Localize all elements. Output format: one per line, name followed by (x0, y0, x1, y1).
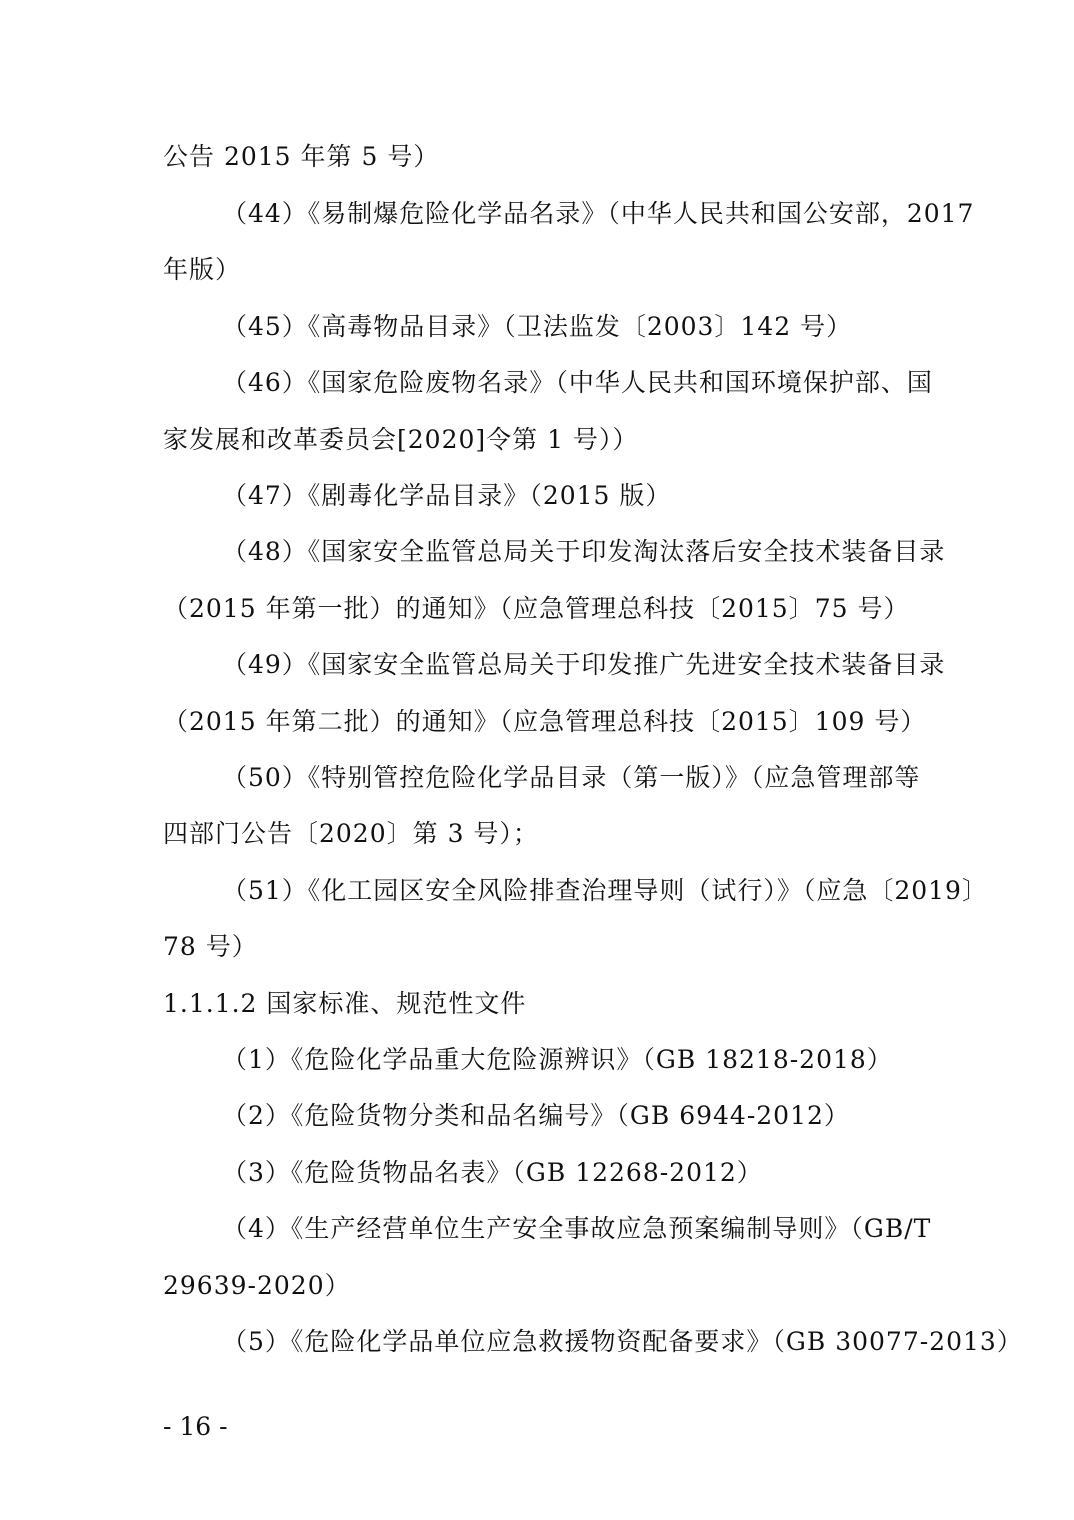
text-line: （2015 年第一批）的通知》（应急管理总科技〔2015〕75 号） (163, 594, 910, 623)
page-number: - 16 - (163, 1412, 228, 1441)
list-item-44: （44）《易制爆危险化学品名录》（中华人民共和国公安部，2017 (222, 199, 975, 228)
list-item-49: （49）《国家安全监管总局关于印发推广先进安全技术装备目录 (222, 650, 946, 679)
text-line: 家发展和改革委员会[2020]令第 1 号）） (163, 425, 639, 454)
list-item-3: （3）《危险货物品名表》（GB 12268-2012） (222, 1158, 763, 1187)
list-item-2: （2）《危险货物分类和品名编号》（GB 6944-2012） (222, 1101, 850, 1130)
list-item-46: （46）《国家危险废物名录》（中华人民共和国环境保护部、国 (222, 368, 933, 397)
list-item-51: （51）《化工园区安全风险排查治理导则（试行）》（应急〔2019〕 (222, 876, 988, 905)
text-line: 四部门公告〔2020〕第 3 号）； (163, 819, 539, 848)
list-item-47: （47）《剧毒化学品目录》（2015 版） (222, 481, 672, 510)
section-heading: 1.1.1.2 国家标准、规范性文件 (163, 989, 527, 1018)
list-item-45: （45）《高毒物品目录》（卫法监发〔2003〕142 号） (222, 312, 853, 341)
list-item-1: （1）《危险化学品重大危险源辨识》（GB 18218-2018） (222, 1045, 893, 1074)
list-item-48: （48）《国家安全监管总局关于印发淘汰落后安全技术装备目录 (222, 537, 946, 566)
text-line: 29639-2020） (163, 1271, 351, 1300)
text-line: （2015 年第二批）的通知》（应急管理总科技〔2015〕109 号） (163, 707, 927, 736)
text-line: 78 号） (163, 932, 258, 961)
list-item-4: （4）《生产经营单位生产安全事故应急预案编制导则》（GB/T (222, 1214, 932, 1243)
text-line: 公告 2015 年第 5 号） (163, 142, 440, 171)
list-item-50: （50）《特别管控危险化学品目录（第一版）》（应急管理部等 (222, 763, 921, 792)
text-line: 年版） (163, 255, 242, 284)
list-item-5: （5）《危险化学品单位应急救援物资配备要求》（GB 30077-2013） (222, 1327, 1023, 1356)
